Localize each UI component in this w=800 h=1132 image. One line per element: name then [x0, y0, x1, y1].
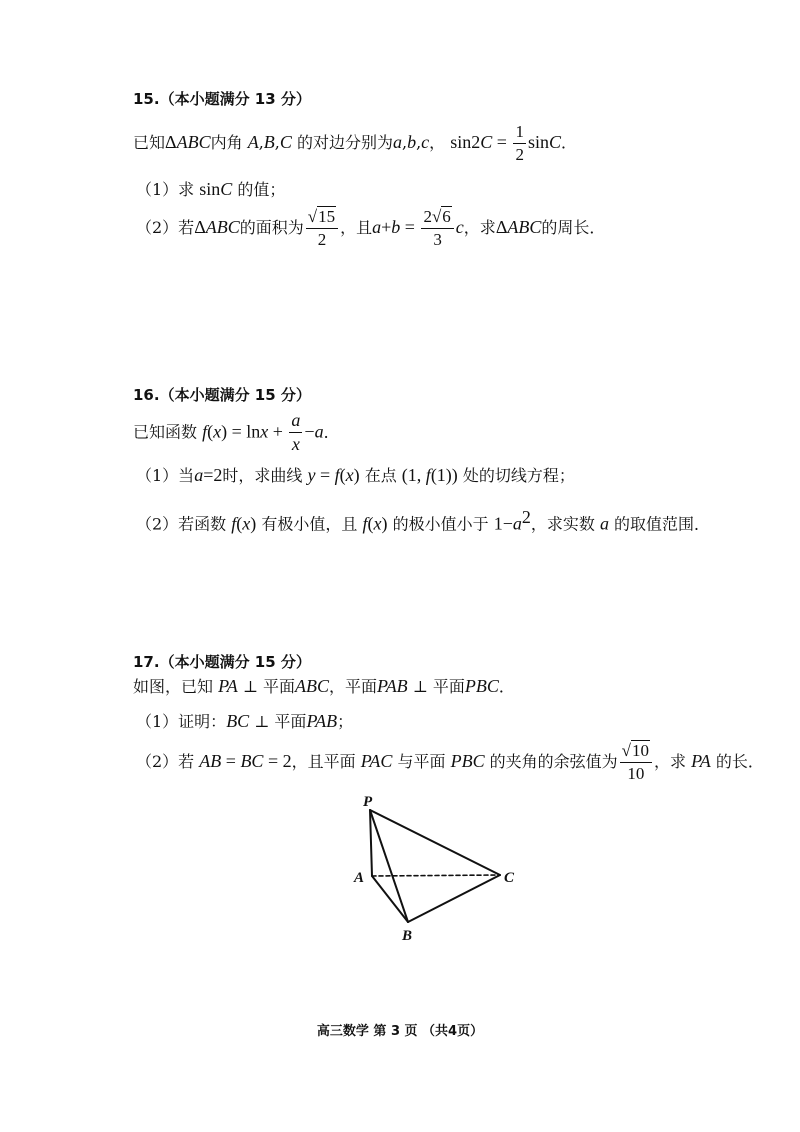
vertex-label-a: A — [354, 870, 365, 886]
page-footer: 高三数学 第 3 页 （共4页） — [316, 1024, 484, 1039]
problem-17-stem: 如图，已知 PA ⊥ 平面ABC，平面PAB ⊥ 平面PBC． — [133, 676, 515, 696]
vertex-label-p: P — [363, 794, 373, 810]
edge-bc — [408, 875, 500, 922]
problem-17-part-2: （2）若 AB = BC = 2，且平面 PAC 与平面 PBC 的夹角的余弦值为 $\frac{√10}{10}$ ，求 PA 的长． — [136, 741, 764, 783]
problem-15-stem: 已知ΔABC内角 A,B,C 的对边分别为a,b,c， sin2C = $\frac{1}{2}$ sinC． — [133, 122, 577, 164]
vertex-label-c: C — [504, 870, 515, 886]
problem-15-header: 15.（本小题满分 13 分） — [133, 90, 311, 108]
problem-17-part-1: （1）证明：BC ⊥ 平面PAB； — [136, 711, 354, 731]
vertex-label-b: B — [402, 928, 413, 944]
tetrahedron-figure — [330, 790, 530, 950]
problem-16-part-2: （2）若函数 f(x) 有极小值，且 f(x) 的极小值小于 $1-a^2$，求实数 a 的取值范围． — [136, 507, 711, 534]
problem-16-header: 16.（本小题满分 15 分） — [133, 386, 311, 404]
edge-ab — [372, 876, 408, 922]
problem-15-part-2: （2）若ΔABC的面积为 $\frac{√15}{2}$ ，且a+b = $\frac{2√6}{3}$ c，求ΔABC的周长． — [136, 207, 606, 249]
problem-17-header: 17.（本小题满分 15 分） — [133, 653, 311, 671]
problem-16-part-1: （1）当a=2时，求曲线 y = f(x) 在点 (1, f(1)) 处的切线方程； — [136, 465, 575, 485]
problem-15-part-1: （1）求 sinC 的值； — [136, 179, 286, 199]
problem-16-stem: 已知函数 f(x) = lnx + $\frac{a}{x}$ −a． — [133, 410, 340, 454]
edge-pa — [370, 810, 372, 876]
